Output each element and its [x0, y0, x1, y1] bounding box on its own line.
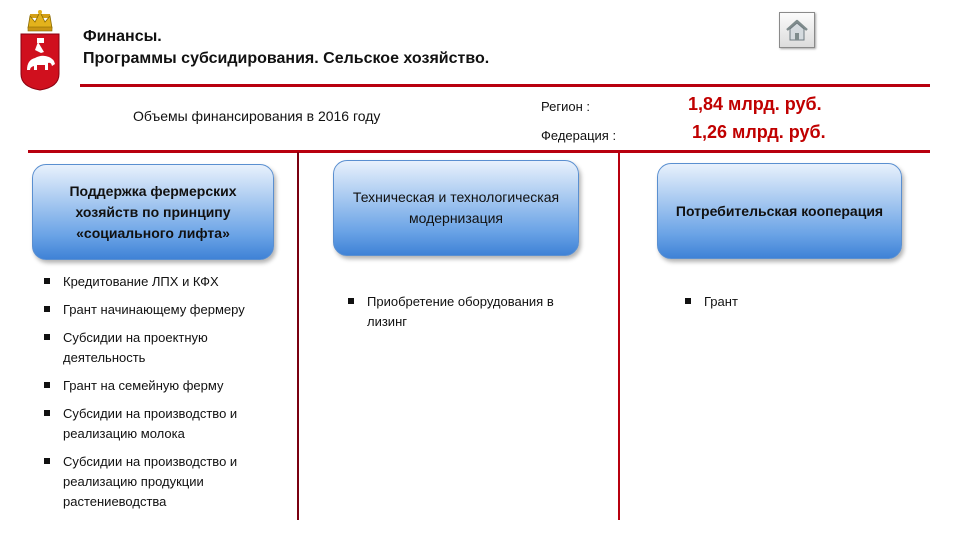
column-heading-label: Техническая и технологическая модернизация [352, 189, 560, 226]
bullet-icon [44, 458, 50, 464]
list-item: Грант начинающему фермеру [41, 300, 286, 320]
column-heading-label: Потребительская кооперация [675, 202, 884, 219]
list-item: Кредитование ЛПХ и КФХ [41, 272, 286, 292]
bullet-icon [348, 298, 354, 304]
list-item: Субсидии на производство и реализацию молока [41, 404, 286, 444]
title-line-2: Программы субсидирования. Сельское хозяйство. [83, 50, 490, 67]
column-heading-farm-support[interactable] [32, 164, 274, 260]
federation-label: Федерация : [541, 128, 617, 143]
bullet-icon [44, 306, 50, 312]
home-icon [784, 17, 810, 43]
perm-krai-crest-icon [18, 8, 62, 92]
bullet-icon [44, 278, 50, 284]
modernization-list [345, 292, 565, 340]
list-item: Грант на семейную ферму [41, 376, 286, 396]
farm-support-list [41, 272, 286, 520]
cooperation-list [682, 292, 882, 320]
region-amount: 1,84 млрд. руб. [688, 94, 822, 114]
column-divider-1 [297, 152, 299, 520]
bullet-icon [44, 334, 50, 340]
column-heading-cooperation[interactable] [657, 163, 902, 259]
home-button[interactable] [779, 12, 815, 48]
federation-amount: 1,26 млрд. руб. [692, 122, 826, 142]
bullet-icon [685, 298, 691, 304]
funding-label: Объемы финансирования в 2016 году [133, 108, 381, 124]
region-label: Регион : [541, 99, 590, 114]
bullet-icon [44, 410, 50, 416]
header-divider [80, 84, 930, 87]
column-divider-2 [618, 152, 620, 520]
list-item: Приобретение оборудования в лизинг [345, 292, 565, 332]
title-line-1: Финансы. [83, 28, 162, 45]
section-divider [28, 150, 930, 153]
column-heading-label: Поддержка фермерских хозяйств по принципу «социального лифта» [69, 182, 237, 241]
bullet-icon [44, 382, 50, 388]
page-title [83, 26, 489, 70]
list-item: Субсидии на проектную деятельность [41, 328, 286, 368]
list-item: Грант [682, 292, 882, 312]
column-heading-modernization[interactable] [333, 160, 579, 256]
list-item: Субсидии на производство и реализацию продукции растениеводства [41, 452, 286, 512]
